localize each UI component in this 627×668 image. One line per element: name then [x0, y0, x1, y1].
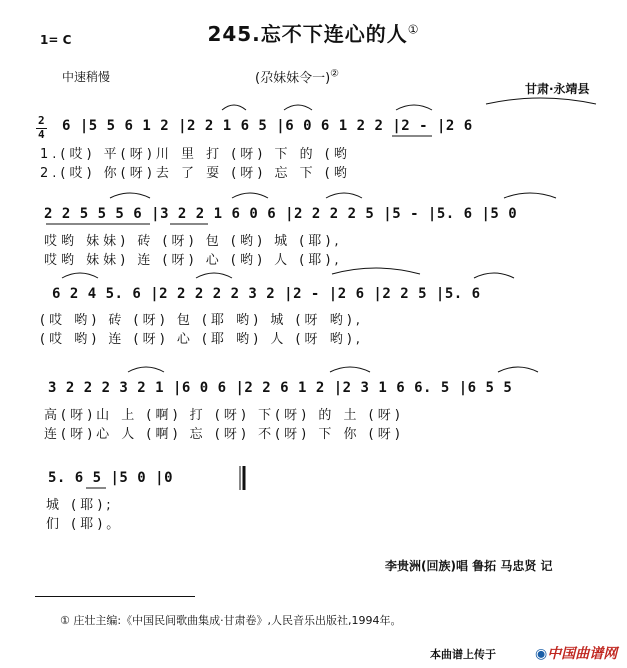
lyric-line-5-verse-2: 们 (耶)。 — [46, 517, 124, 532]
slur-12 — [474, 273, 514, 278]
lyric-line-1-verse-2: 2.(哎) 你(呀)去 了 耍 (呀) 忘 下 (哟 — [40, 166, 351, 181]
footnote-divider — [35, 596, 195, 597]
lyric-line-5-verse-1: 城 (耶); — [46, 498, 115, 513]
lyric-line-3-verse-1: (哎 哟) 砖 (呀) 包 (耶 哟) 城 (呀 哟), — [40, 313, 364, 328]
score-line-3: 6 2 4 5. 6 |2 2 2 2 2 3 2 |2 - |2 6 |2 2 5 |5. 6 — [52, 286, 481, 302]
upload-note: 本曲谱上传于 — [430, 648, 496, 661]
lyric-line-1-verse-1: 1.(哎) 平(呀)川 里 打 (呀) 下 的 (哟 — [40, 147, 351, 162]
key-signature: 1= C — [40, 33, 72, 47]
lyric-line-4-verse-1: 高(呀)山 上 (啊) 打 (呀) 下(呀) 的 土 (呀) — [44, 408, 404, 423]
song-subtitle: (尕妹妹令一)② — [255, 68, 340, 86]
site-watermark: ◉中国曲谱网 — [535, 646, 618, 662]
score-line-1: 6 |5 5 6 1 2 |2 2 1 6 5 |6 0 6 1 2 2 |2 - |2 6 — [62, 118, 473, 134]
footnote: ① 庄壮主编:《中国民间歌曲集成·甘肃卷》,人民音乐出版社,1994年。 — [60, 614, 402, 627]
slur-13 — [128, 367, 164, 372]
lyric-line-3-verse-2: (哎 哟) 连 (呀) 心 (耶 哟) 人 (呀 哟), — [40, 332, 364, 347]
score-line-4: 3 2 2 2 3 2 1 |6 0 6 |2 2 6 1 2 |2 3 1 6 6. 5 |6 5 5 — [48, 380, 513, 396]
slur-5 — [110, 193, 150, 198]
score-line-5: 5. 6 5 |5 0 |0 — [48, 470, 174, 486]
tempo-marking: 中速稍慢 — [62, 70, 111, 84]
lyric-line-2-verse-1: 哎哟 妹妹) 砖 (呀) 包 (哟) 城 (耶), — [44, 234, 343, 249]
time-signature-bottom: 4 — [38, 128, 46, 141]
song-title: 245.忘不下连心的人① — [207, 22, 420, 46]
slur-10 — [196, 273, 232, 278]
time-signature-top: 2 — [38, 114, 46, 127]
watermark-logo-icon: ◉ — [535, 646, 548, 662]
region-label: 甘肃·永靖县 — [525, 82, 590, 96]
slur-6 — [232, 193, 268, 198]
slur-11 — [332, 268, 420, 274]
slur-2 — [284, 105, 312, 110]
lyric-line-4-verse-2: 连(呀)心 人 (啊) 忘 (呀) 不(呀) 下 你 (呀) — [44, 427, 404, 442]
slur-1 — [222, 105, 246, 110]
slur-3 — [396, 105, 432, 110]
performer-credit: 李贵洲(回族)唱 鲁拓 马忠贤 记 — [385, 559, 553, 573]
slur-15 — [498, 367, 538, 372]
subtitle-footnote-mark: ② — [330, 68, 340, 80]
slur-4 — [486, 98, 596, 104]
slur-14 — [330, 367, 370, 372]
slur-7 — [326, 193, 362, 198]
slur-9 — [62, 273, 98, 278]
title-footnote-mark: ① — [407, 22, 420, 37]
score-line-2: 2 2 5 5 5 6 |3 2 2 1 6 0 6 |2 2 2 2 5 |5 - |5. 6 |5 0 — [44, 206, 518, 222]
lyric-line-2-verse-2: 哎哟 妹妹) 连 (呀) 心 (哟) 人 (耶), — [44, 253, 343, 268]
slur-8 — [504, 193, 556, 198]
